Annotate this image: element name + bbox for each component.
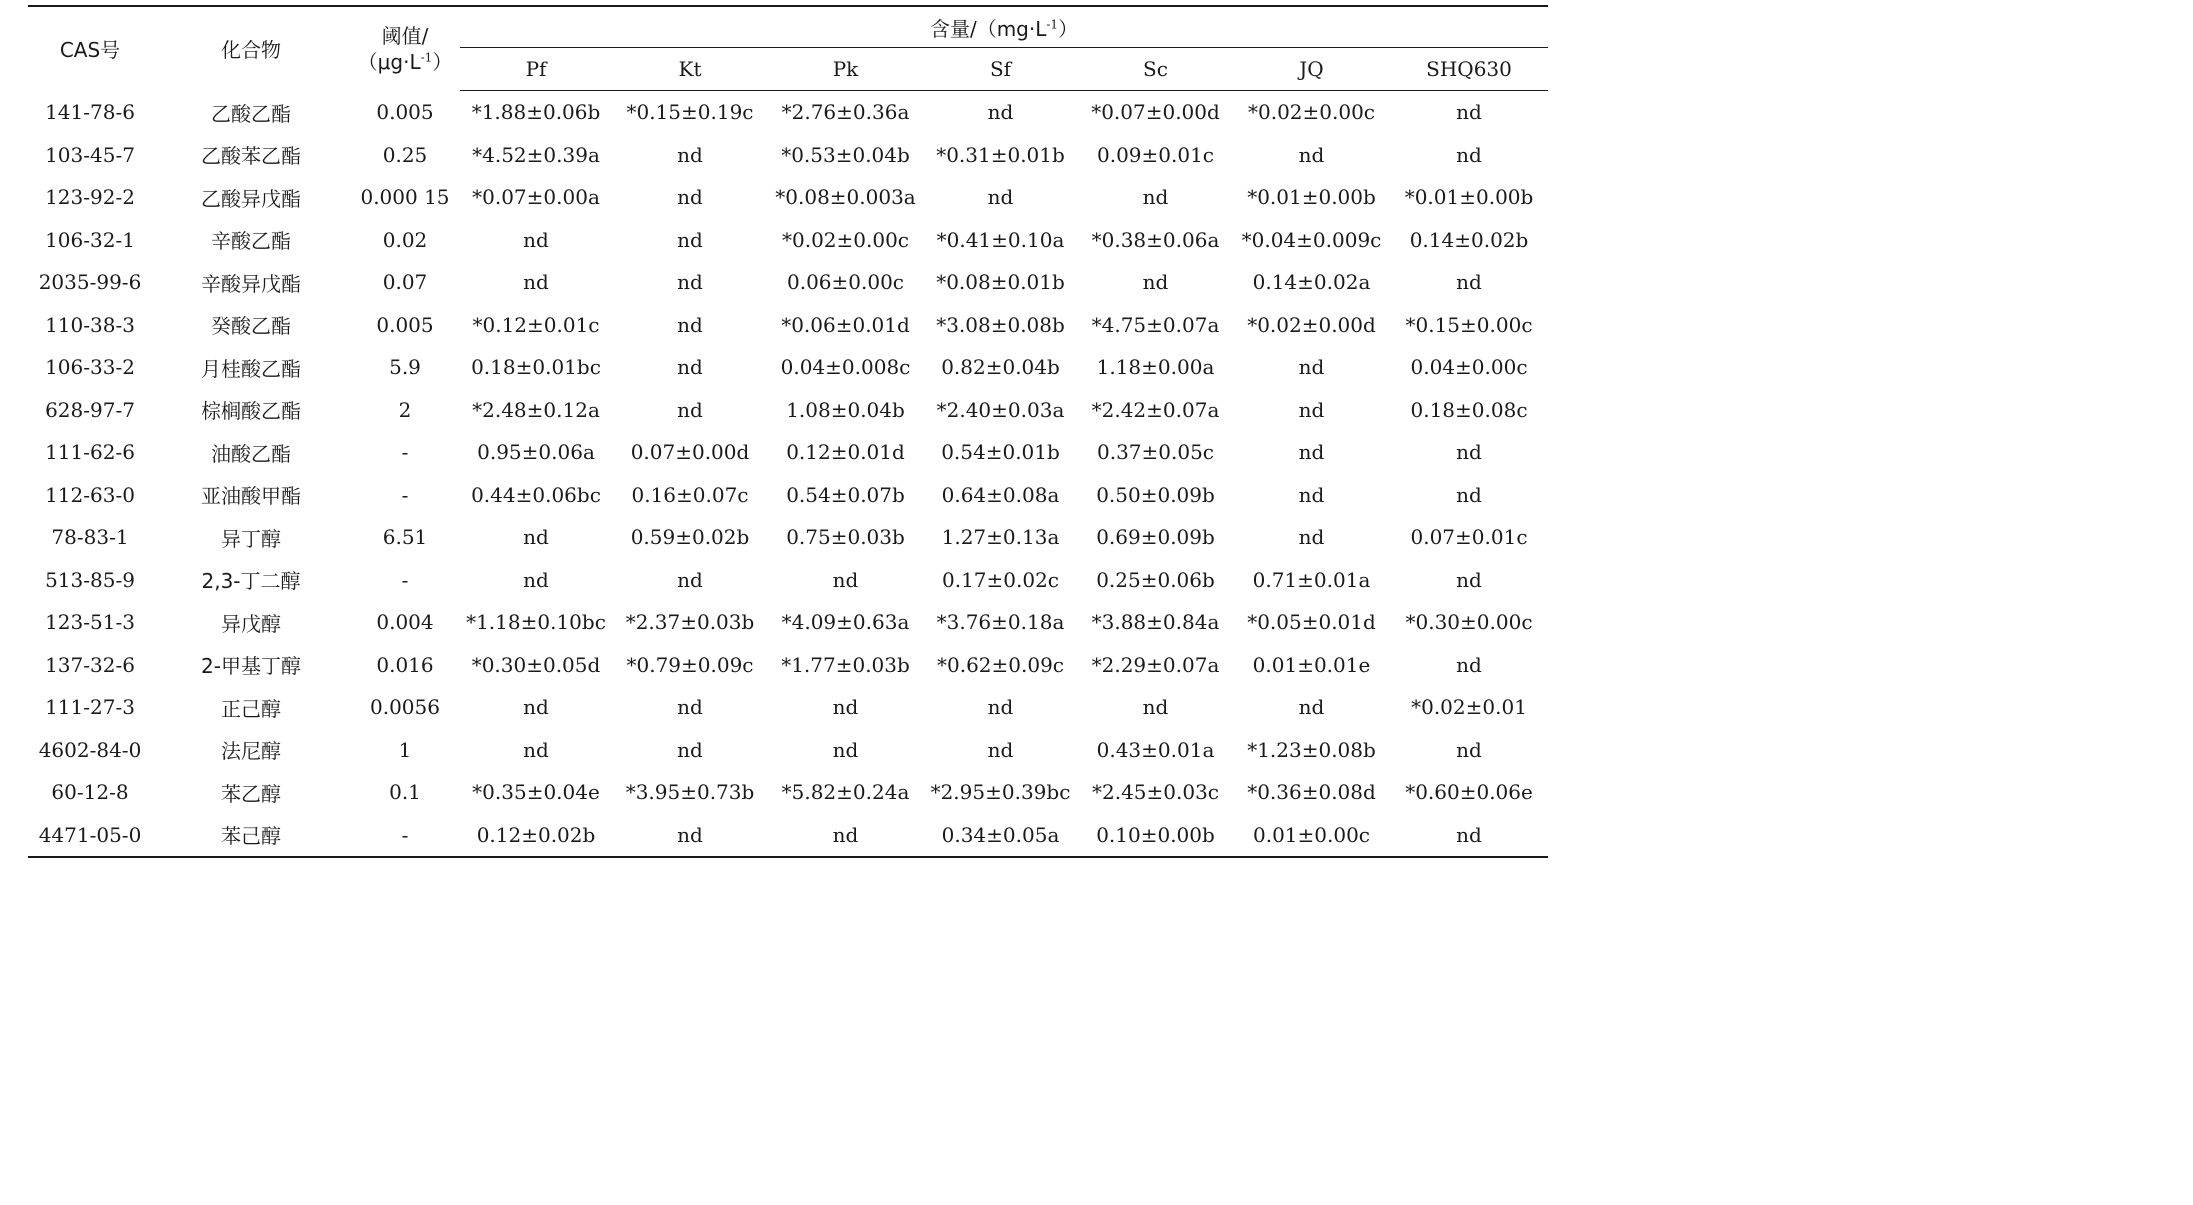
- content-cell-pk: *0.06±0.01d: [781, 312, 910, 337]
- content-cell-sf: 0.64±0.08a: [941, 482, 1060, 507]
- content-cell-sf: nd: [987, 695, 1014, 720]
- content-cell-shq630: nd: [1456, 440, 1482, 465]
- content-cell-kt: nd: [677, 227, 703, 252]
- content-cell-pf: nd: [523, 567, 549, 592]
- header-sample-jq: JQ: [1233, 48, 1390, 91]
- header-threshold-close: ）: [432, 49, 453, 74]
- content-cell-pk: 0.54±0.07b: [786, 482, 905, 507]
- content-cell-shq630: nd: [1456, 567, 1482, 592]
- compound-name-cell: 癸酸乙酯: [211, 314, 291, 339]
- compound-name-cell: 异戊醇: [221, 611, 281, 636]
- content-cell-kt: nd: [612, 814, 768, 858]
- content-cell-pk: *0.02±0.00c: [781, 227, 910, 252]
- content-cell-kt: *0.15±0.19c: [626, 100, 754, 125]
- content-cell-pf: nd: [523, 695, 549, 720]
- content-cell-pf: *0.30±0.05d: [471, 652, 601, 677]
- content-cell-sf: nd: [987, 100, 1014, 125]
- cas-cell: 112-63-0: [45, 482, 135, 507]
- content-cell-jq: nd: [1298, 695, 1325, 720]
- content-cell-jq: *0.36±0.08d: [1247, 780, 1376, 805]
- content-cell-kt: nd: [677, 567, 703, 592]
- table-row: [28, 134, 1548, 177]
- cas-cell: 111-62-6: [45, 440, 135, 465]
- content-cell-shq630: nd: [1456, 737, 1482, 762]
- content-cell-shq630: *0.01±0.00b: [1404, 185, 1534, 210]
- content-cell-kt: 0.16±0.07c: [631, 482, 749, 507]
- content-cell-sf: 1.27±0.13a: [941, 525, 1060, 550]
- content-cell-sc: nd: [1142, 270, 1169, 295]
- content-cell-pf: *0.12±0.01c: [472, 312, 600, 337]
- content-cell-pk: *1.77±0.03b: [781, 652, 910, 677]
- table-row: [28, 601, 1548, 644]
- cas-cell: 60-12-8: [51, 780, 129, 805]
- content-cell-jq: 0.01±0.01e: [1252, 652, 1371, 677]
- content-cell-pf: 0.44±0.06bc: [471, 482, 601, 507]
- content-cell-jq: *1.23±0.08b: [1247, 737, 1376, 762]
- content-cell-jq: *0.04±0.009c: [1241, 227, 1382, 252]
- compound-name-cell: 亚油酸甲酯: [201, 484, 301, 509]
- compound-name-cell: 异丁醇: [221, 526, 281, 551]
- content-cell-jq: nd: [1298, 355, 1325, 380]
- threshold-cell: 0.005: [376, 312, 434, 337]
- content-cell-pk: *0.53±0.04b: [781, 142, 910, 167]
- header-sample-pk: Pk: [768, 48, 923, 91]
- content-cell-pk: nd: [832, 737, 859, 762]
- content-cell-pf: *0.35±0.04e: [472, 780, 600, 805]
- content-cell-sc: 0.25±0.06b: [1096, 567, 1215, 592]
- content-cell-pk: 0.04±0.008c: [780, 355, 911, 380]
- cas-cell: 2035-99-6: [38, 270, 142, 295]
- content-cell-sf: nd: [987, 737, 1014, 762]
- threshold-cell: 0.02: [382, 227, 428, 252]
- table-row: [28, 91, 1548, 134]
- cas-cell: 111-27-3: [45, 695, 135, 720]
- threshold-cell: 0.016: [376, 652, 434, 677]
- content-cell-sf: *2.40±0.03a: [936, 397, 1065, 422]
- content-cell-shq630: nd: [1456, 142, 1482, 167]
- compound-table-container: [28, 5, 1548, 858]
- table-row: [28, 686, 1548, 729]
- header-sample-sc: Sc: [1078, 48, 1233, 91]
- cas-cell: 110-38-3: [45, 312, 135, 337]
- content-cell-kt: *3.95±0.73b: [625, 780, 755, 805]
- threshold-cell: 0.0056: [370, 695, 440, 720]
- header-threshold: [350, 6, 460, 91]
- header-cas: [28, 6, 152, 91]
- content-cell-shq630: *0.60±0.06e: [1405, 780, 1533, 805]
- content-cell-kt: nd: [677, 142, 703, 167]
- content-cell-pf: nd: [523, 227, 549, 252]
- content-cell-sc: *0.38±0.06a: [1091, 227, 1220, 252]
- header-compound-label: 化合物: [221, 38, 281, 63]
- content-cell-sc: *0.07±0.00d: [1091, 100, 1220, 125]
- table-row: [28, 474, 1548, 517]
- content-cell-kt: nd: [677, 312, 703, 337]
- content-cell-pf: 0.12±0.02b: [460, 814, 612, 858]
- content-cell-pf: nd: [523, 525, 549, 550]
- table-row: [28, 176, 1548, 219]
- content-cell-pf: nd: [523, 737, 549, 762]
- compound-name-cell: 正己醇: [221, 696, 281, 721]
- content-cell-pk: 0.12±0.01d: [786, 440, 905, 465]
- compound-table: [28, 5, 1548, 858]
- content-cell-shq630: nd: [1456, 652, 1482, 677]
- content-cell-shq630: *0.02±0.01: [1411, 695, 1527, 720]
- compound-name-cell: 棕榈酸乙酯: [201, 399, 301, 424]
- cas-cell: 4471-05-0: [28, 814, 152, 858]
- threshold-cell: -: [401, 482, 409, 507]
- compound-name-cell: 苯己醇: [152, 814, 350, 858]
- threshold-cell: -: [350, 814, 460, 858]
- header-sample-shq630: SHQ630: [1390, 48, 1548, 91]
- content-cell-kt: nd: [677, 185, 703, 210]
- content-cell-pf: *2.48±0.12a: [472, 397, 600, 422]
- compound-name-cell: 苯乙醇: [221, 781, 281, 806]
- content-cell-sc: *4.75±0.07a: [1091, 312, 1220, 337]
- content-cell-shq630: nd: [1456, 270, 1482, 295]
- content-cell-shq630: 0.07±0.01c: [1410, 525, 1528, 550]
- table-row: [28, 559, 1548, 602]
- cas-cell: 103-45-7: [45, 142, 135, 167]
- content-cell-jq: *0.05±0.01d: [1247, 610, 1376, 635]
- content-cell-kt: nd: [677, 270, 703, 295]
- content-cell-pk: *5.82±0.24a: [781, 780, 910, 805]
- cas-cell: 78-83-1: [51, 525, 129, 550]
- content-cell-sc: *2.29±0.07a: [1091, 652, 1220, 677]
- threshold-cell: -: [401, 567, 409, 592]
- header-threshold-sup: -1: [420, 50, 433, 65]
- content-cell-pf: *0.07±0.00a: [472, 185, 600, 210]
- threshold-cell: 0.005: [376, 100, 434, 124]
- cas-cell: 123-92-2: [45, 185, 135, 210]
- content-cell-sc: 0.09±0.01c: [1096, 142, 1215, 167]
- table-row: [28, 219, 1548, 262]
- content-cell-sf: *2.95±0.39bc: [930, 780, 1071, 805]
- content-cell-kt: 0.07±0.00d: [630, 440, 750, 465]
- threshold-cell: -: [401, 440, 409, 465]
- content-cell-sf: *0.62±0.09c: [936, 652, 1065, 677]
- content-cell-kt: nd: [677, 695, 703, 720]
- content-cell-sc: nd: [1142, 695, 1169, 720]
- content-cell-sc: nd: [1142, 185, 1169, 210]
- content-cell-sc: 1.18±0.00a: [1096, 355, 1215, 380]
- content-cell-shq630: *0.15±0.00c: [1405, 312, 1533, 337]
- compound-name-cell: 2,3-丁二醇: [201, 569, 301, 594]
- compound-name-cell: 乙酸乙酯: [211, 101, 291, 126]
- header-sample-pf: Pf: [460, 48, 612, 91]
- table-row: [28, 729, 1548, 772]
- content-cell-jq: nd: [1298, 482, 1325, 507]
- content-cell-shq630: 0.18±0.08c: [1410, 397, 1528, 422]
- content-cell-pk: 1.08±0.04b: [786, 397, 905, 422]
- compound-name-cell: 辛酸异戊酯: [201, 271, 301, 296]
- threshold-cell: 0.000 15: [360, 185, 450, 210]
- content-cell-jq: *0.02±0.00c: [1247, 100, 1376, 125]
- content-cell-pk: *4.09±0.63a: [781, 610, 910, 635]
- content-cell-sc: 0.10±0.00b: [1078, 814, 1233, 858]
- threshold-cell: 6.51: [382, 525, 428, 550]
- content-cell-kt: *2.37±0.03b: [625, 610, 755, 635]
- table-row: [28, 431, 1548, 474]
- threshold-cell: 5.9: [389, 355, 421, 380]
- content-cell-kt: nd: [677, 355, 703, 380]
- content-cell-jq: 0.01±0.00c: [1233, 814, 1390, 858]
- content-cell-pk: nd: [768, 814, 923, 858]
- header-content-label: 含量/（mg·L: [929, 16, 1047, 41]
- header-threshold-line1: 阈值/: [381, 23, 429, 48]
- content-cell-jq: nd: [1298, 397, 1325, 422]
- cas-cell: 137-32-6: [45, 652, 135, 677]
- cas-cell: 106-33-2: [45, 355, 135, 380]
- content-cell-pf: 0.18±0.01bc: [471, 355, 601, 380]
- content-cell-shq630: nd: [1456, 482, 1482, 507]
- content-cell-jq: 0.14±0.02a: [1252, 270, 1371, 295]
- table-row: [28, 346, 1548, 389]
- content-cell-sf: *3.76±0.18a: [936, 610, 1065, 635]
- header-content-sup: -1: [1046, 16, 1059, 31]
- cas-cell: 123-51-3: [45, 610, 135, 635]
- content-cell-pf: nd: [523, 270, 549, 295]
- table-row: [28, 516, 1548, 559]
- content-cell-sf: 0.34±0.05a: [923, 814, 1078, 858]
- content-cell-pk: *2.76±0.36a: [781, 100, 910, 125]
- content-cell-shq630: nd: [1390, 814, 1548, 858]
- content-cell-sc: *2.45±0.03c: [1091, 780, 1220, 805]
- threshold-cell: 0.07: [382, 270, 428, 295]
- content-cell-pk: *0.08±0.003a: [775, 185, 916, 210]
- compound-name-cell: 2-甲基丁醇: [201, 654, 301, 679]
- table-row: [28, 261, 1548, 304]
- content-cell-sf: *0.08±0.01b: [936, 270, 1065, 295]
- content-cell-pk: nd: [832, 567, 859, 592]
- content-cell-jq: *0.02±0.00d: [1247, 312, 1376, 337]
- threshold-cell: 0.25: [382, 142, 428, 167]
- compound-name-cell: 月桂酸乙酯: [201, 356, 301, 381]
- header-sample-kt: Kt: [612, 48, 768, 91]
- content-cell-pf: 0.95±0.06a: [477, 440, 595, 465]
- content-cell-pk: nd: [832, 695, 859, 720]
- content-cell-sc: 0.37±0.05c: [1096, 440, 1215, 465]
- table-row: [28, 304, 1548, 347]
- content-cell-sc: 0.50±0.09b: [1096, 482, 1215, 507]
- content-cell-jq: nd: [1298, 142, 1325, 167]
- compound-name-cell: 乙酸苯乙酯: [201, 144, 301, 169]
- content-cell-sf: *0.31±0.01b: [936, 142, 1065, 167]
- threshold-cell: 0.004: [376, 610, 434, 635]
- threshold-cell: 1: [398, 737, 412, 762]
- header-sample-sf: Sf: [923, 48, 1078, 91]
- content-cell-kt: 0.59±0.02b: [630, 525, 750, 550]
- content-cell-shq630: *0.30±0.00c: [1405, 610, 1533, 635]
- content-cell-sc: *2.42±0.07a: [1091, 397, 1220, 422]
- table-row: [28, 644, 1548, 687]
- threshold-cell: 2: [398, 397, 412, 422]
- content-cell-shq630: nd: [1456, 100, 1482, 125]
- table-row: [28, 771, 1548, 814]
- content-cell-pk: 0.06±0.00c: [786, 270, 905, 295]
- content-cell-shq630: 0.14±0.02b: [1409, 227, 1529, 252]
- content-cell-sc: 0.43±0.01a: [1096, 737, 1215, 762]
- content-cell-kt: *0.79±0.09c: [626, 652, 754, 677]
- content-cell-jq: 0.71±0.01a: [1252, 567, 1371, 592]
- content-cell-sc: 0.69±0.09b: [1096, 525, 1215, 550]
- content-cell-pf: *1.88±0.06b: [471, 100, 601, 125]
- threshold-cell: 0.1: [389, 780, 421, 805]
- content-cell-pf: *4.52±0.39a: [472, 142, 600, 167]
- compound-name-cell: 油酸乙酯: [211, 441, 291, 466]
- content-cell-jq: *0.01±0.00b: [1247, 185, 1376, 210]
- table-body: [28, 91, 1548, 858]
- header-cas-label: CAS号: [59, 38, 121, 63]
- cas-cell: 628-97-7: [45, 397, 135, 422]
- content-cell-sf: *3.08±0.08b: [936, 312, 1065, 337]
- cas-cell: 141-78-6: [45, 100, 135, 124]
- content-cell-kt: nd: [677, 397, 703, 422]
- content-cell-sf: nd: [987, 185, 1014, 210]
- header-compound: [152, 6, 350, 91]
- content-cell-sc: *3.88±0.84a: [1091, 610, 1220, 635]
- content-cell-sf: 0.54±0.01b: [941, 440, 1060, 465]
- content-cell-jq: nd: [1298, 440, 1325, 465]
- header-content-close: ）: [1058, 16, 1079, 41]
- content-cell-jq: nd: [1298, 525, 1325, 550]
- content-cell-pf: *1.18±0.10bc: [466, 610, 606, 635]
- header-threshold-unit: （μg·L: [357, 49, 421, 74]
- content-cell-sf: 0.17±0.02c: [941, 567, 1060, 592]
- cas-cell: 4602-84-0: [38, 737, 142, 762]
- compound-name-cell: 法尼醇: [221, 739, 281, 764]
- content-cell-pk: 0.75±0.03b: [786, 525, 905, 550]
- table-row: [28, 389, 1548, 432]
- content-cell-sf: 0.82±0.04b: [941, 355, 1060, 380]
- content-cell-sf: *0.41±0.10a: [936, 227, 1065, 252]
- compound-name-cell: 辛酸乙酯: [211, 229, 291, 254]
- table-row: [28, 814, 1548, 858]
- content-cell-shq630: 0.04±0.00c: [1410, 355, 1528, 380]
- header-threshold-line2: [350, 49, 460, 75]
- compound-name-cell: 乙酸异戊酯: [201, 186, 301, 211]
- cas-cell: 513-85-9: [45, 567, 135, 592]
- header-content: [460, 6, 1548, 48]
- table-header: [28, 6, 1548, 91]
- content-cell-kt: nd: [677, 737, 703, 762]
- cas-cell: 106-32-1: [45, 227, 135, 252]
